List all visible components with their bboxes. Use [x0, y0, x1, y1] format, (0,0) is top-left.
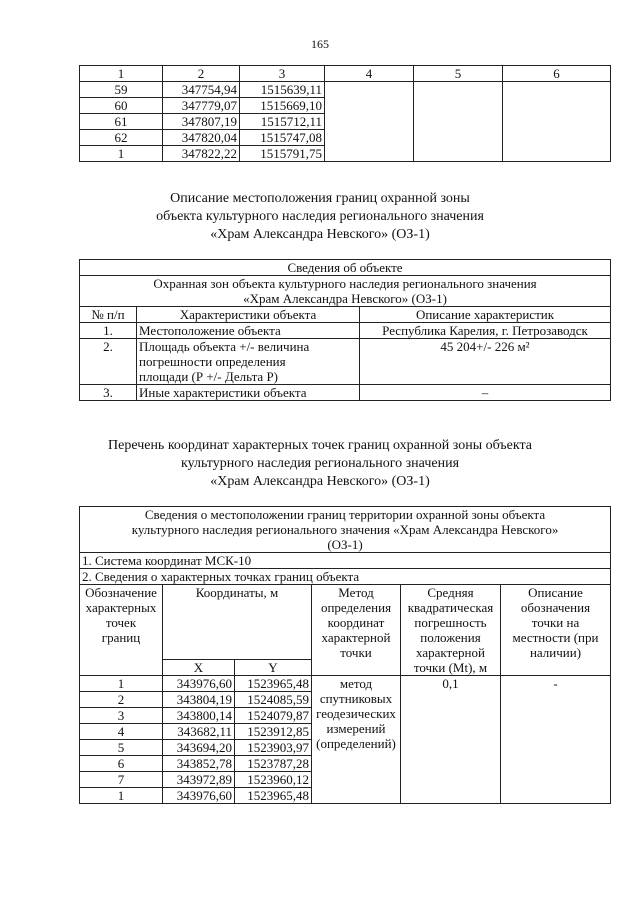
header-line: погрешность [414, 615, 487, 630]
header-line: характерной [321, 630, 391, 645]
table-title: Сведения об объекте [80, 260, 611, 276]
heading-line: объекта культурного наследия регионального значения [156, 209, 484, 224]
title-line: Сведения о местоположении границ территории охранной зоны объекта [144, 507, 546, 522]
row-number: 2. [80, 339, 137, 385]
header-line: наличии) [529, 645, 582, 660]
method-line: измерений [326, 721, 386, 736]
points-info: 2. Сведения о характерных точках границ объекта [80, 569, 611, 585]
header-cell: Характеристики объекта [137, 307, 360, 323]
table-row [80, 339, 611, 385]
coord-x: 343976,60 [163, 676, 235, 692]
header-cell: 5 [414, 66, 503, 82]
coordinate-system: 1. Система координат МСК-10 [80, 553, 611, 569]
header-line: координат [327, 615, 385, 630]
coord-x: 343804,19 [163, 692, 235, 708]
header-line: характерной [416, 645, 485, 660]
coord-y: 1515747,08 [240, 130, 325, 146]
header-coordinates: Координаты, м [163, 585, 312, 660]
header-error [401, 585, 501, 676]
heading-line: Перечень координат характерных точек границ охранной зоны объекта [108, 438, 532, 453]
header-cell: 4 [325, 66, 414, 82]
coord-y: 1515669,10 [240, 98, 325, 114]
coord-y: 1523960,12 [235, 772, 312, 788]
point-number: 5 [80, 740, 163, 756]
header-cell: 3 [240, 66, 325, 82]
coord-x: 343972,89 [163, 772, 235, 788]
point-number: 2 [80, 692, 163, 708]
error-cell: 0,1 [401, 676, 501, 804]
coord-y: 1523965,48 [235, 788, 312, 804]
empty-cell [325, 82, 414, 162]
point-number: 59 [80, 82, 163, 98]
coord-y: 1523903,97 [235, 740, 312, 756]
point-number: 1 [80, 788, 163, 804]
point-number: 61 [80, 114, 163, 130]
table-title [80, 507, 611, 553]
coord-x: 343976,60 [163, 788, 235, 804]
method-line: спутниковых [319, 691, 393, 706]
point-number: 60 [80, 98, 163, 114]
characteristic: Местоположение объекта [137, 323, 360, 339]
method-line: метод [339, 676, 373, 691]
header-line: Метод [338, 585, 374, 600]
point-number: 6 [80, 756, 163, 772]
coord-y: 1515712,11 [240, 114, 325, 130]
subtitle-line: Охранная зон объекта культурного наследия регионального значения [153, 276, 537, 291]
header-method [312, 585, 401, 676]
title-line: культурного наследия регионального значения «Храм Александра Невского» [131, 522, 559, 537]
header-designation [80, 585, 163, 676]
table-header-row [80, 307, 611, 323]
coord-x: 347820,04 [163, 130, 240, 146]
header-line: обозначения [520, 600, 591, 615]
method-line: (определений) [316, 736, 396, 751]
coord-y: 1524079,87 [235, 708, 312, 724]
header-line: точки [340, 645, 372, 660]
characteristic: Иные характеристики объекта [137, 385, 360, 401]
heading-line: Описание местоположения границ охранной зоны [170, 191, 470, 206]
header-line: точек [105, 615, 137, 630]
characteristic-line: погрешности определения [139, 354, 286, 369]
header-cell: 2 [163, 66, 240, 82]
header-y: Y [235, 660, 312, 676]
table-row [80, 385, 611, 401]
coord-y: 1523965,48 [235, 676, 312, 692]
header-cell: Описание характеристик [360, 307, 611, 323]
coord-y: 1523912,85 [235, 724, 312, 740]
coord-y: 1515791,75 [240, 146, 325, 162]
description: 45 204+/- 226 м² [360, 339, 611, 385]
section-heading-coordinates [0, 437, 640, 491]
header-cell: 6 [503, 66, 611, 82]
coord-x: 347754,94 [163, 82, 240, 98]
coord-y: 1524085,59 [235, 692, 312, 708]
table-header-row [80, 585, 611, 660]
coord-x: 347779,07 [163, 98, 240, 114]
table-row [80, 82, 611, 98]
description: – [360, 385, 611, 401]
header-line: положения [420, 630, 481, 645]
row-number: 1. [80, 323, 137, 339]
characteristic-line: площади (Р +/- Дельта Р) [139, 369, 279, 384]
coord-y: 1523787,28 [235, 756, 312, 772]
header-line: характерных [85, 600, 157, 615]
description: Республика Карелия, г. Петрозаводск [360, 323, 611, 339]
header-cell: № п/п [80, 307, 137, 323]
boundary-coordinates-table [79, 506, 611, 804]
coord-x: 343852,78 [163, 756, 235, 772]
coord-x: 347807,19 [163, 114, 240, 130]
table-row [80, 676, 611, 692]
coord-x: 343800,14 [163, 708, 235, 724]
coord-x: 343694,20 [163, 740, 235, 756]
table-header-row [80, 66, 611, 82]
method-cell [312, 676, 401, 804]
point-number: 1 [80, 146, 163, 162]
title-line: (ОЗ-1) [327, 537, 363, 552]
page-number: 165 [311, 37, 329, 51]
empty-cell [414, 82, 503, 162]
object-info-table [79, 259, 611, 401]
point-number: 7 [80, 772, 163, 788]
header-line: квадратическая [407, 600, 494, 615]
description-cell: - [501, 676, 611, 804]
header-line: Средняя [427, 585, 474, 600]
characteristic [137, 339, 360, 385]
point-number: 3 [80, 708, 163, 724]
header-line: Описание [528, 585, 583, 600]
method-line: геодезических [316, 706, 396, 721]
heading-line: культурного наследия регионального значения [180, 456, 460, 471]
point-number: 4 [80, 724, 163, 740]
characteristic-line: Площадь объекта +/- величина [139, 339, 310, 354]
coord-x: 347822,22 [163, 146, 240, 162]
point-number: 1 [80, 676, 163, 692]
table-subtitle [80, 276, 611, 307]
coord-y: 1515639,11 [240, 82, 325, 98]
header-line: местности (при [512, 630, 599, 645]
subtitle-line: «Храм Александра Невского» (ОЗ-1) [243, 291, 447, 306]
table-row [80, 323, 611, 339]
header-line: Обозначение [85, 585, 157, 600]
point-number: 62 [80, 130, 163, 146]
coord-x: 343682,11 [163, 724, 235, 740]
row-number: 3. [80, 385, 137, 401]
header-line: границ [101, 630, 141, 645]
section-heading-description [0, 190, 640, 244]
header-line: точки (Mt), м [413, 660, 488, 675]
header-x: X [163, 660, 235, 676]
heading-line: «Храм Александра Невского» (ОЗ-1) [210, 474, 430, 489]
header-line: определения [320, 600, 392, 615]
heading-line: «Храм Александра Невского» (ОЗ-1) [210, 227, 430, 242]
header-description [501, 585, 611, 676]
empty-cell [503, 82, 611, 162]
top-coordinates-table [79, 65, 611, 162]
header-cell: 1 [80, 66, 163, 82]
header-line: точки на [531, 615, 580, 630]
